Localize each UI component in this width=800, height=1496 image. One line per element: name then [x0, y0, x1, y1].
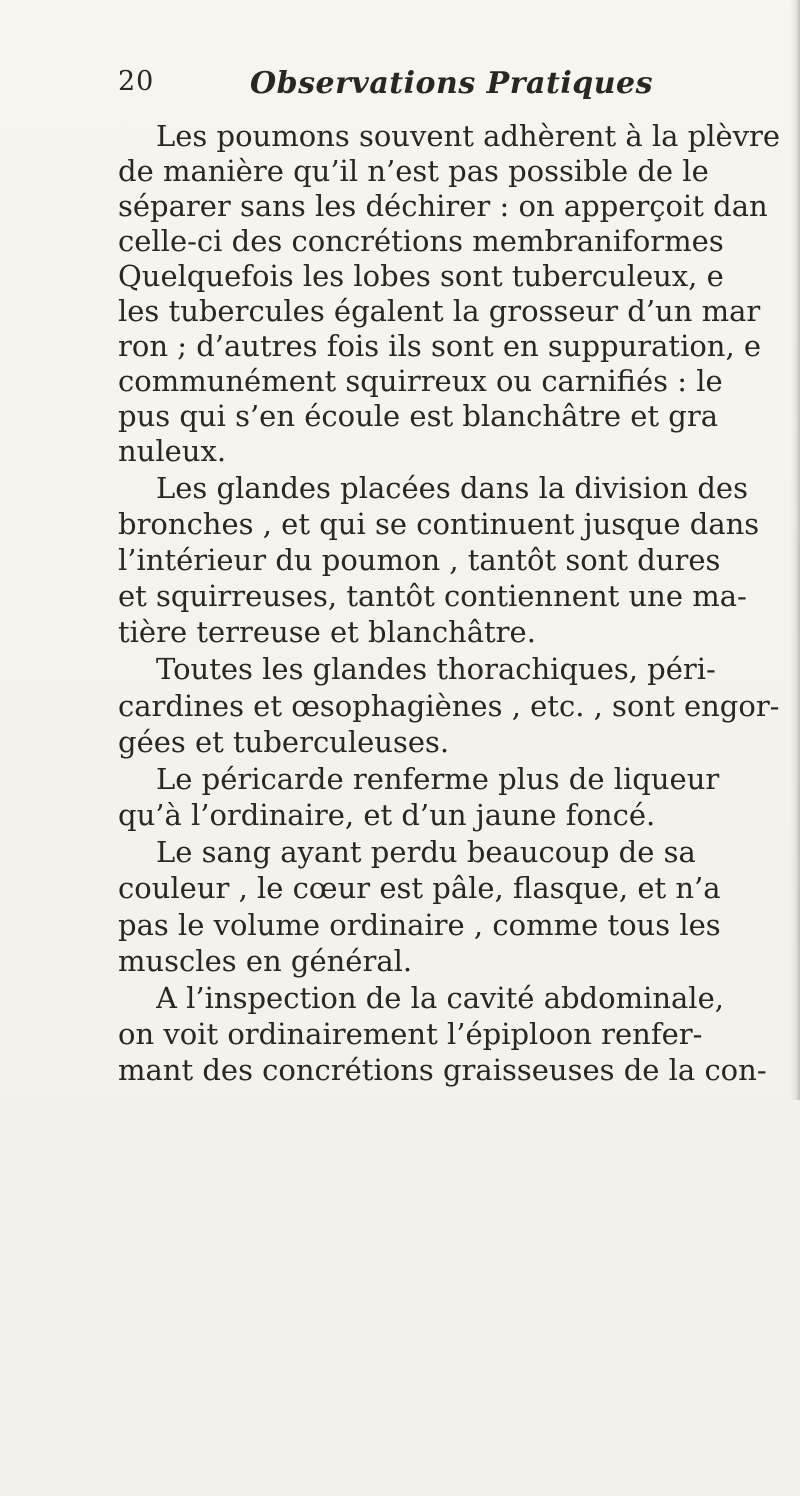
text-line: et squirreuses, tantôt contiennent une ma-: [118, 579, 747, 613]
text-line: ron ; d’autres fois ils sont en suppuration, e: [118, 329, 762, 363]
text-line: Le péricarde renferme plus de liqueur: [156, 762, 720, 796]
text-line: l’intérieur du poumon , tantôt sont dures: [118, 543, 721, 577]
text-line: mant des concrétions graisseuses de la con-: [118, 1053, 767, 1087]
text-line: A l’inspection de la cavité abdominale,: [156, 981, 724, 1015]
text-line: muscles en général.: [118, 944, 413, 978]
text-line: nuleux.: [118, 434, 227, 468]
text-line: communément squirreux ou carnifiés : le: [118, 364, 723, 398]
page-edge-shadow: [790, 0, 800, 1100]
text-line: Le sang ayant perdu beaucoup de sa: [156, 835, 696, 869]
text-line: bronches , et qui se continuent jusque dans: [118, 507, 760, 541]
text-line: qu’à l’ordinaire, et d’un jaune foncé.: [118, 798, 656, 832]
text-line: les tubercules égalent la grosseur d’un mar: [118, 294, 761, 328]
text-line: couleur , le cœur est pâle, flasque, et n’a: [118, 871, 721, 905]
running-title: Observations Pratiques: [250, 66, 653, 101]
text-line: Toutes les glandes thorachiques, péri-: [156, 652, 716, 686]
text-line: cardines et œsophagiènes , etc. , sont engor-: [118, 689, 780, 723]
text-line: pas le volume ordinaire , comme tous les: [118, 908, 721, 942]
text-line: Les glandes placées dans la division des: [156, 471, 748, 505]
text-line: on voit ordinairement l’épiploon renfer-: [118, 1017, 703, 1051]
text-line: tière terreuse et blanchâtre.: [118, 615, 536, 649]
text-line: de manière qu’il n’est pas possible de le: [118, 154, 709, 188]
page-number: 20: [118, 66, 155, 97]
text-line: Quelquefois les lobes sont tuberculeux, e: [118, 259, 724, 293]
text-line: gées et tuberculeuses.: [118, 725, 450, 759]
text-line: celle-ci des concrétions membraniformes: [118, 224, 724, 258]
page-header: [118, 66, 758, 112]
text-line: séparer sans les déchirer : on apperçoit dan: [118, 189, 768, 223]
text-line: pus qui s’en écoule est blanchâtre et gra: [118, 399, 719, 433]
text-line: Les poumons souvent adhèrent à la plèvre: [156, 119, 781, 153]
